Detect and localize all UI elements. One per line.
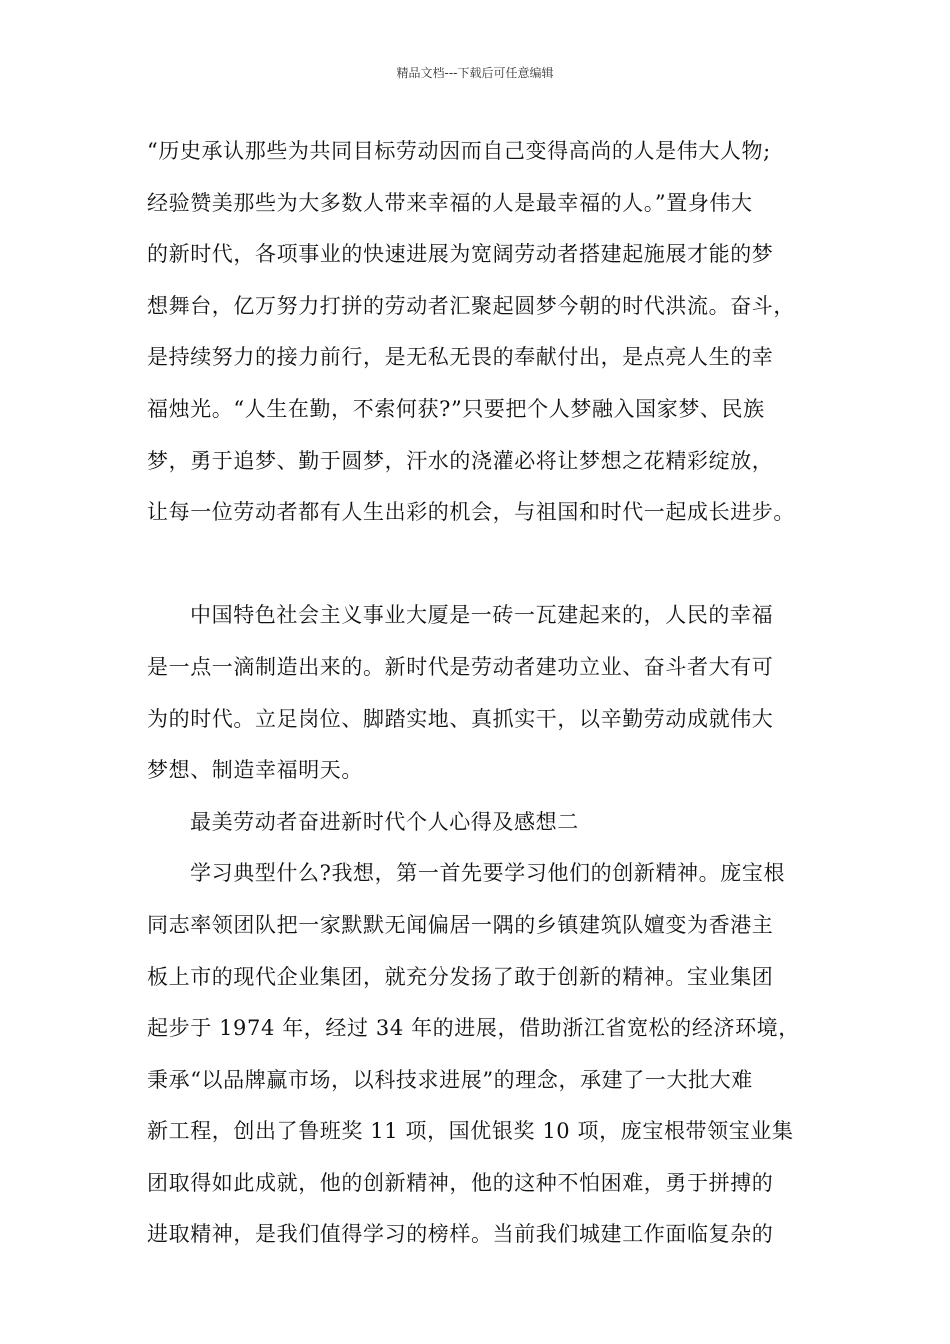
text-line: 中国特色社会主义事业大厦是一砖一瓦建起来的，人民的幸福	[190, 603, 774, 628]
text-line: 新工程，创出了鲁班奖 11 项，国优银奖 10 项，庞宝根带领宝业集	[147, 1119, 794, 1144]
text-line: 团取得如此成就，他的创新精神，他的这种不怕困难，勇于拼搏的	[147, 1170, 774, 1195]
document-body	[147, 126, 827, 1261]
text-line: 是一点一滴制造出来的。新时代是劳动者建功立业、奋斗者大有可	[147, 654, 774, 679]
text-line: 板上市的现代企业集团，就充分发扬了敢于创新的精神。宝业集团	[147, 964, 774, 989]
paragraph-3	[147, 848, 827, 1261]
text-line: 学习典型什么?我想，第一首先要学习他们的创新精神。庞宝根	[190, 861, 786, 886]
text-line: “历史承认那些为共同目标劳动因而自己变得高尚的人是伟大人物;	[147, 139, 771, 163]
text-line: 的新时代，各项事业的快速进展为宽阔劳动者搭建起施展才能的梦	[147, 242, 774, 267]
text-line: 同志率领团队把一家默默无闻偏居一隅的乡镇建筑队嬗变为香港主	[147, 912, 774, 937]
text-line: 为的时代。立足岗位、脚踏实地、真抓实干，以辛勤劳动成就伟大	[147, 706, 774, 731]
page-header: 精品文档---下载后可任意编辑	[396, 66, 554, 80]
text-line: 经验赞美那些为大多数人带来幸福的人是最幸福的人。”置身伟大	[147, 190, 753, 215]
paragraph-1	[147, 126, 827, 539]
text-line: 梦，勇于追梦、勤于圆梦，汗水的浇灌必将让梦想之花精彩绽放，	[147, 448, 774, 473]
text-line: 是持续努力的接力前行，是无私无畏的奉献付出，是点亮人生的幸	[147, 345, 774, 370]
text-line: 让每一位劳动者都有人生出彩的机会，与祖国和时代一起成长进步。	[147, 500, 795, 525]
paragraph-spacer	[147, 539, 827, 591]
section-heading	[147, 797, 827, 849]
text-line: 最美劳动者奋进新时代个人心得及感想二	[190, 809, 579, 834]
text-line: 秉承“以品牌赢市场，以科技求进展”的理念，承建了一大批大难	[147, 1067, 753, 1092]
text-line: 起步于 1974 年，经过 34 年的进展，借助浙江省宽松的经济环境，	[147, 1016, 800, 1041]
paragraph-2	[147, 590, 827, 796]
text-line: 梦想、制造幸福明天。	[147, 758, 363, 783]
text-line: 想舞台，亿万努力打拼的劳动者汇聚起圆梦今朝的时代洪流。奋斗，	[147, 293, 795, 318]
text-line: 进取精神，是我们值得学习的榜样。当前我们城建工作面临复杂的	[147, 1222, 774, 1247]
text-line: 福烛光。“人生在勤，不索何获?”只要把个人梦融入国家梦、民族	[147, 396, 765, 421]
